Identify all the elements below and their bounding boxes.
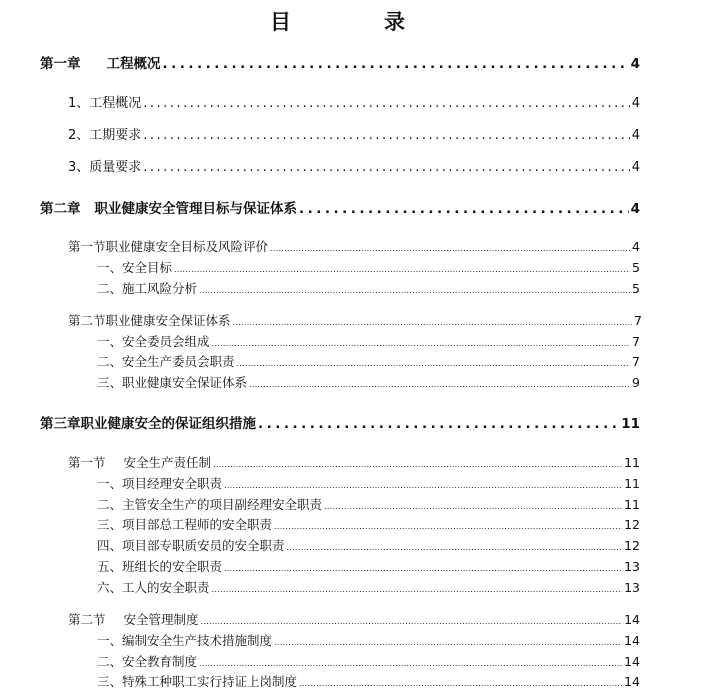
toc-entry[interactable] (97, 258, 640, 276)
toc-entry[interactable] (68, 124, 640, 143)
toc-entry-section[interactable] (68, 453, 640, 471)
page-number: 12 (624, 538, 640, 553)
leader-dots (274, 517, 622, 532)
entry-label: 二、安全生产委员会职责 (97, 354, 235, 369)
chapter-title: 工程概况 (106, 56, 161, 72)
entry-label: 四、项目部专职质安员的安全职责 (97, 538, 285, 553)
entry-label: 3、质量要求 (68, 160, 142, 175)
page-number: 12 (624, 517, 640, 532)
entry-label: 五、班组长的安全职责 (97, 559, 223, 574)
page-number: 14 (624, 633, 640, 648)
entry-label: 一、项目经理安全职责 (97, 476, 223, 491)
toc-entry[interactable] (97, 536, 640, 554)
toc-entry[interactable] (97, 557, 640, 575)
page-number: 4 (631, 160, 640, 175)
toc-entry-chapter-1[interactable] (40, 52, 640, 72)
leader-dots (213, 455, 622, 470)
toc-entry-section[interactable] (68, 237, 640, 255)
leader-dots (224, 559, 622, 574)
leader-dots (212, 334, 631, 349)
leader-dots (299, 201, 629, 217)
section-title: 安全管理制度 (123, 612, 199, 627)
leader-dots (143, 128, 629, 143)
page-number: 4 (631, 128, 640, 143)
leader-dots (199, 654, 622, 669)
page-number: 5 (632, 281, 640, 296)
page-number: 7 (634, 313, 642, 328)
page-number: 5 (632, 260, 640, 275)
toc-entry[interactable] (97, 672, 640, 690)
leader-dots (324, 497, 622, 512)
page-number: 7 (632, 334, 640, 349)
page-number: 14 (624, 654, 640, 669)
page-number: 14 (624, 674, 640, 689)
entry-label: 三、特殊工种职工实行持证上岗制度 (97, 674, 298, 689)
page-number: 11 (624, 497, 640, 512)
toc-entry-chapter-2[interactable] (40, 197, 640, 217)
leader-dots (287, 538, 623, 553)
toc-entry[interactable] (68, 156, 640, 175)
section-title: 安全生产责任制 (123, 455, 212, 470)
toc-entry-section[interactable] (68, 610, 640, 628)
leader-dots (163, 56, 629, 72)
entry-label: 二、主管安全生产的项目副经理安全职责 (97, 497, 323, 512)
entry-label: 六、工人的安全职责 (97, 580, 210, 595)
leader-dots (258, 416, 619, 432)
page-number: 7 (632, 354, 640, 369)
entry-label: 2、工期要求 (68, 128, 142, 143)
chapter-number: 第一章 (40, 56, 81, 72)
leader-dots (270, 239, 630, 254)
section-number: 第二节 (68, 612, 106, 627)
toc-entry[interactable] (97, 495, 640, 513)
leader-dots (224, 476, 622, 491)
entry-label: 一、编制安全生产技术措施制度 (97, 633, 273, 648)
page-number: 13 (624, 580, 640, 595)
toc-entry[interactable] (97, 631, 640, 649)
leader-dots (237, 354, 631, 369)
leader-dots (212, 580, 623, 595)
toc-title-char-2: 录 (384, 9, 405, 34)
toc-entry-section[interactable] (68, 311, 642, 329)
toc-entry[interactable] (97, 373, 640, 391)
leader-dots (199, 281, 630, 296)
leader-dots (174, 260, 630, 275)
page-number: 4 (632, 239, 640, 254)
page-number: 14 (624, 612, 640, 627)
page-number: 11 (624, 476, 640, 491)
toc-entry[interactable] (97, 279, 640, 297)
page-number: 4 (630, 56, 640, 72)
section-number: 第一节 (68, 455, 106, 470)
leader-dots (201, 612, 623, 627)
entry-label: 第一节职业健康安全目标及风险评价 (68, 239, 269, 254)
entry-label: 1、工程概况 (68, 96, 142, 111)
page-number: 11 (624, 455, 640, 470)
toc-entry[interactable] (97, 652, 640, 670)
leader-dots (143, 96, 629, 111)
entry-label: 二、安全教育制度 (97, 654, 198, 669)
entry-label: 第二节职业健康安全保证体系 (68, 313, 231, 328)
toc-entry-chapter-3[interactable] (40, 412, 640, 432)
page-number: 11 (621, 416, 640, 432)
toc-entry[interactable] (68, 92, 640, 111)
toc-entry[interactable] (97, 578, 640, 596)
toc-entry[interactable] (97, 352, 640, 370)
toc-title (0, 6, 720, 34)
page-number: 4 (630, 201, 640, 217)
page-number: 4 (631, 96, 640, 111)
leader-dots (249, 375, 630, 390)
chapter-number: 第二章 (40, 201, 81, 217)
leader-dots (299, 674, 622, 689)
page-number: 9 (632, 375, 640, 390)
entry-label: 三、项目部总工程师的安全职责 (97, 517, 273, 532)
entry-label: 一、安全目标 (97, 260, 173, 275)
leader-dots (143, 160, 629, 175)
chapter-title: 第三章职业健康安全的保证组织措施 (40, 416, 256, 432)
entry-label: 二、施工风险分析 (97, 281, 198, 296)
leader-dots (274, 633, 622, 648)
leader-dots (233, 313, 633, 328)
page-number: 13 (624, 559, 640, 574)
toc-entry[interactable] (97, 515, 640, 533)
toc-entry[interactable] (97, 332, 640, 350)
toc-title-char-1: 目 (270, 9, 291, 34)
toc-entry[interactable] (97, 474, 640, 492)
entry-label: 三、职业健康安全保证体系 (97, 375, 248, 390)
chapter-title: 职业健康安全管理目标与保证体系 (94, 201, 297, 217)
entry-label: 一、安全委员会组成 (97, 334, 210, 349)
